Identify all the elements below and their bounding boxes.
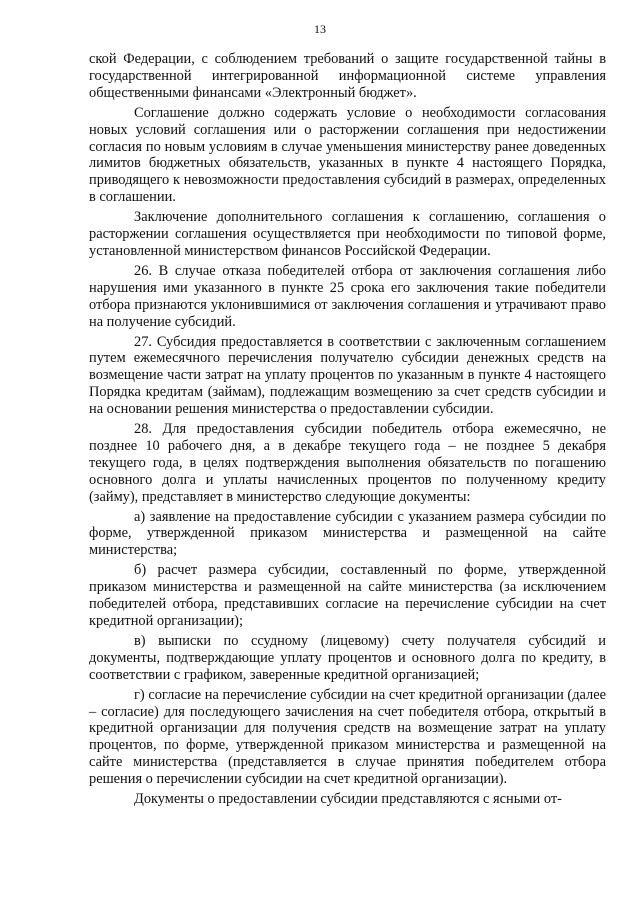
paragraph-subitem-v: в) выписки по ссудному (лицевому) счету получателя субсидий и документы, подтверждающие уплату процентов и основного долга по кредиту, в соответствии с графиком, заверенные кредитной организацией; — [89, 632, 606, 683]
paragraph-documents: Документы о предоставлении субсидии представляются с ясными от- — [134, 791, 562, 808]
paragraph-item-27: 27. Субсидия предоставляется в соответствии с заключенным соглашением путем ежемесячного перечисления получателю субсидии денежных средств на возмещение части затрат на уплату процентов по указанным в пункте 4 настоящего Порядка кредитам (займам), подлежащим возмещению за счет средств субсидии и на основании решения министерства о предоставлении субсидии. — [89, 333, 606, 418]
body-text — [89, 51, 606, 808]
paragraph-additional-agreement: Заключение дополнительного соглашения к соглашению, соглашения о расторжении соглашения осуществляется при необходимости по типовой форме, установленной министерством финансов Российской Федерации. — [89, 209, 606, 259]
paragraph-subitem-a: а) заявление на предоставление субсидии с указанием размера субсидии по форме, утвержденной приказом министерства и размещенной на сайте министерства; — [89, 508, 606, 559]
paragraph-item-28: 28. Для предоставления субсидии победитель отбора ежемесячно, не позднее 10 рабочего дня, а в декабре текущего года – не позднее 5 декабря текущего года, в целях подтверждения выполнения обязательств по погашению основного долга и уплаты начисленных процентов по полученному кредиту (займу), представляет в министерство следующие документы: — [89, 421, 606, 505]
paragraph-subitem-b: б) расчет размера субсидии, составленный по форме, утвержденной приказом министерства и размещенной на сайте министерства (за исключением победителей отбора, представивших согласие на перечисление субсидии на счет кредитной организации); — [89, 562, 606, 629]
paragraph-item-26: 26. В случае отказа победителей отбора от заключения соглашения либо нарушения ими указанного в пункте 25 срока его заключения такие победители отбора признаются уклонившимися от заключения соглашения и утрачивают право на получение субсидий. — [89, 262, 606, 330]
paragraph-continuation: ской Федерации, с соблюдением требований о защите государственной тайны в государственной интегрированной информационной системе управления общественными финансами «Электронный бюджет». — [89, 51, 606, 101]
paragraph-subitem-g: г) согласие на перечисление субсидии на счет кредитной организации (далее – согласие) для последующего зачисления на счет победителя отбора, открытый в кредитной организации для получения средств на возмещение затрат на уплату процентов, по форме, утвержденной приказом министерства и размещенной на сайте министерства (представляется в случае принятия победителем отбора решения о перечислении субсидии на счет кредитной организации). — [89, 686, 606, 788]
page-number: 13 — [314, 22, 326, 36]
paragraph-agreement-condition: Соглашение должно содержать условие о необходимости согласования новых условий соглашения или о расторжении соглашения при недостижении согласия по новым условиям в случае уменьшения министерству ранее доведенных лимитов бюджетных обязательств, указанных в пункте 4 настоящего Порядка, приводящего к невозможности предоставления субсидий в размерах, определенных в соглашении. — [89, 104, 606, 206]
